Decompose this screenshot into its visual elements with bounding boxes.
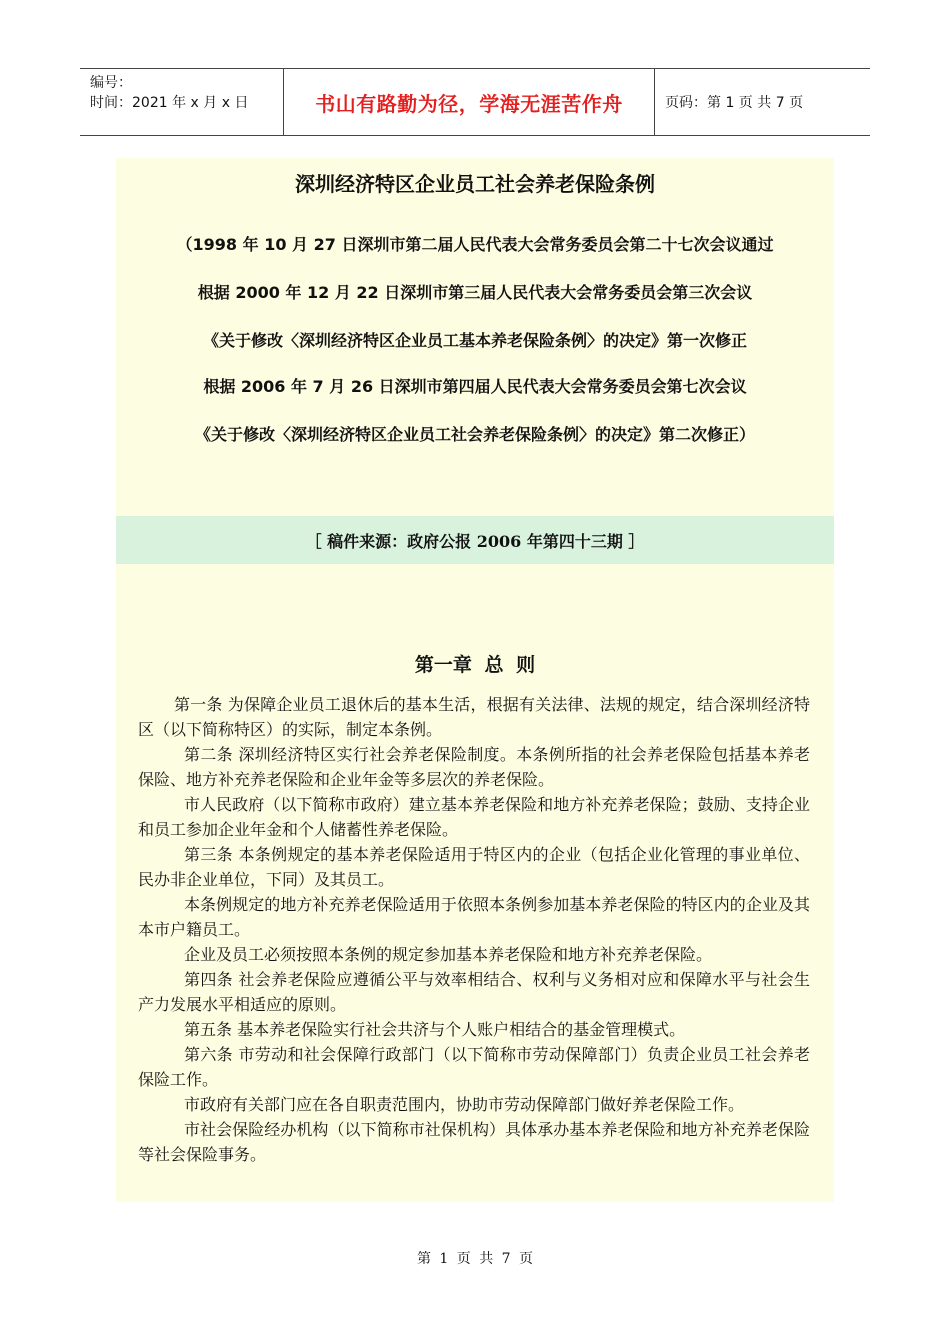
document-title: 深圳经济特区企业员工社会养老保险条例: [295, 172, 655, 196]
paragraph-6: 企业及员工必须按照本条例的规定参加基本养老保险和地方补充养老保险。: [184, 945, 713, 964]
document-title-block: [116, 158, 834, 516]
paragraph-5: 本条例规定的地方补充养老保险适用于依照本条例参加基本养老保险的特区内的企业及其本市户籍员工。: [138, 895, 810, 939]
motto-text: 书山有路勤为径，学海无涯苦作舟: [315, 91, 623, 116]
source-bar: [116, 516, 834, 564]
paragraph-9: 第六条 市劳动和社会保障行政部门（以下简称市劳动保障部门）负责企业员工社会养老保险工作。: [138, 1045, 810, 1089]
header-meta: [80, 69, 283, 135]
paragraph-11: 市社会保险经办机构（以下简称市社保机构）具体承办基本养老保险和地方补充养老保险等社会保险事务。: [138, 1120, 810, 1164]
history-line-5: 《关于修改〈深圳经济特区企业员工社会养老保险条例〉的决定》第二次修正）: [194, 425, 755, 444]
paragraph-4: 第三条 本条例规定的基本养老保险适用于特区内的企业（包括企业化管理的事业单位、民办非企业单位，下同）及其员工。: [138, 845, 810, 889]
paragraph-1: 第一条 为保障企业员工退休后的基本生活，根据有关法律、法规的规定，结合深圳经济特区（以下简称特区）的实际，制定本条例。: [138, 695, 810, 739]
header-table: [80, 68, 870, 136]
page-info-text: 页码：第 1 页 共 7 页: [665, 95, 804, 111]
paragraph-2: 第二条 深圳经济特区实行社会养老保险制度。本条例所指的社会养老保险包括基本养老保险、地方补充养老保险和企业年金等多层次的养老保险。: [138, 745, 810, 789]
history-line-4: 根据 2006 年 7 月 26 日深圳市第四届人民代表大会常务委员会第七次会议: [203, 377, 747, 396]
paragraph-8: 第五条 基本养老保险实行社会共济与个人账户相结合的基金管理模式。: [184, 1020, 686, 1039]
header-page-info: [655, 69, 870, 135]
article-paragraphs: [138, 692, 810, 1167]
paragraph-3: 市人民政府（以下简称市政府）建立基本养老保险和地方补充养老保险；鼓励、支持企业和员工参加企业年金和个人储蓄性养老保险。: [138, 795, 810, 839]
history-line-1: （1998 年 10 月 27 日深圳市第二届人民代表大会常务委员会第二十七次会议通过: [176, 235, 774, 254]
document-time-label: 时间：2021 年 x 月 x 日: [90, 95, 249, 111]
page-footer: 第 1 页 共 7 页: [416, 1251, 534, 1267]
source-text: ［ 稿件来源：政府公报 2006 年第四十三期 ］: [305, 531, 645, 551]
chapter-title: 第一章 总 则: [414, 654, 536, 676]
history-line-2: 根据 2000 年 12 月 22 日深圳市第三届人民代表大会常务委员会第三次会议: [197, 283, 753, 302]
header-motto-cell: [283, 69, 655, 135]
document-number-label: 编号：: [90, 75, 132, 91]
document-body: [116, 564, 834, 1202]
paragraph-7: 第四条 社会养老保险应遵循公平与效率相结合、权利与义务相对应和保障水平与社会生产力发展水平相适应的原则。: [138, 970, 810, 1014]
paragraph-10: 市政府有关部门应在各自职责范围内，协助市劳动保障部门做好养老保险工作。: [184, 1095, 745, 1114]
history-line-3: 《关于修改〈深圳经济特区企业员工基本养老保险条例〉的决定》第一次修正: [202, 331, 747, 350]
